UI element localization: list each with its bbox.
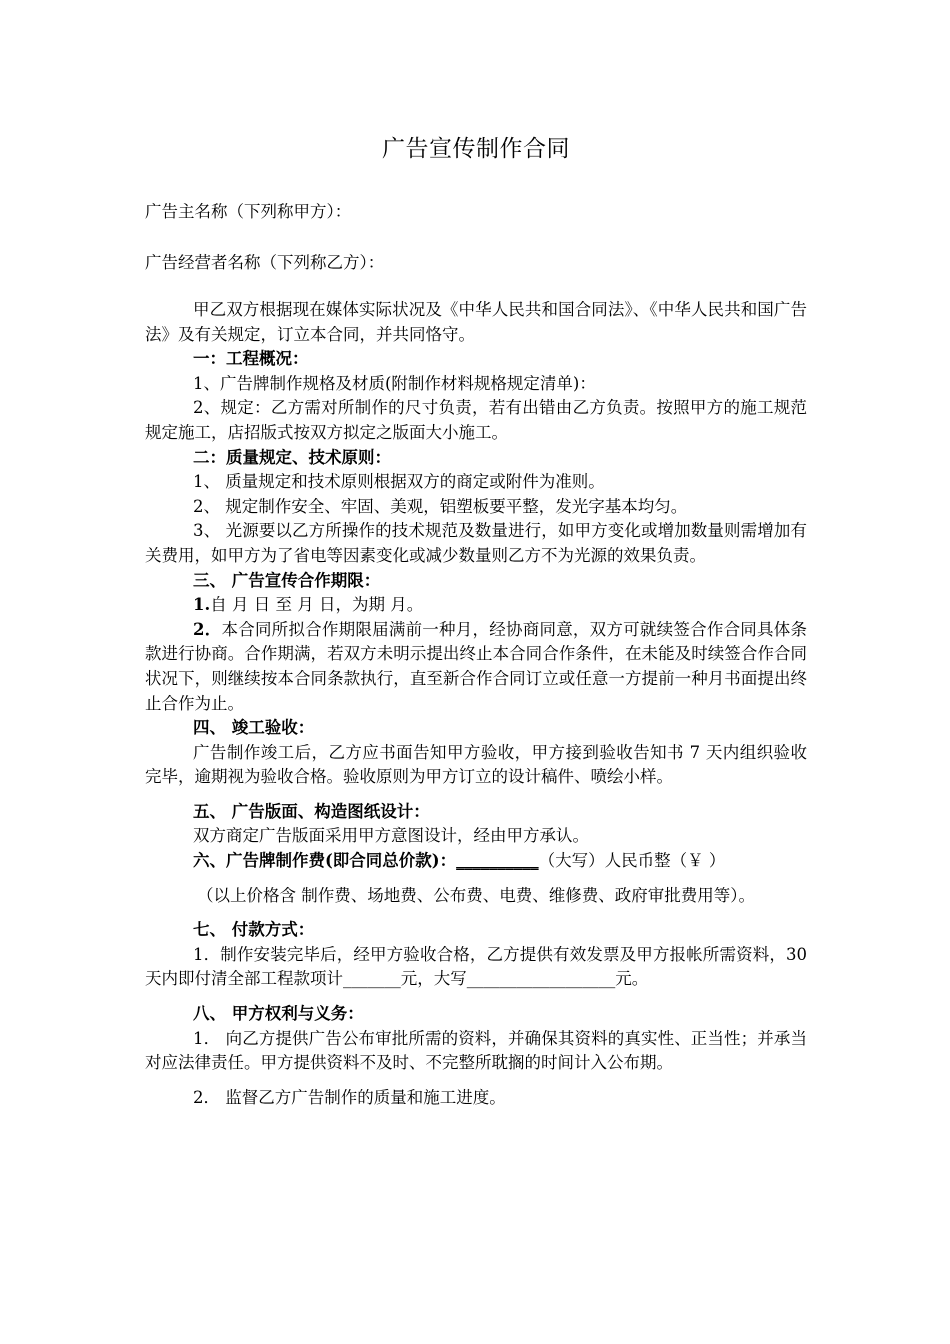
intro-paragraph: 甲乙双方根据现在媒体实际状况及《中华人民共和国合同法》、《中华人民共和国广告法》及有关规定，订立本合同，并共同恪守。: [145, 300, 807, 344]
section-6-line: [145, 849, 807, 874]
price-blank: __________: [456, 851, 539, 871]
party-b-line: 广告经营者名称（下列称乙方）：: [145, 253, 385, 272]
section-2-item-1: 1、 质量规定和技术原则根据双方的商定或附件为准则。: [193, 472, 605, 492]
section-7-text-c: 元。: [615, 969, 649, 989]
section-8-item-2: 2． 监督乙方广告制作的质量和施工进度。: [193, 1087, 506, 1107]
section-3-item-2-number: 2．: [193, 619, 222, 639]
spacer: [145, 874, 807, 884]
section-6-rest: （大写）人民币整（￥ ）: [538, 851, 726, 871]
section-3-item-2: [145, 618, 807, 716]
section-2-item-2: 2、 规定制作安全、牢固、美观，铝塑板要平整，发光字基本均匀。: [193, 496, 688, 516]
section-3-item-1-number: 1.: [193, 595, 211, 615]
amount-words-blank: __________________: [466, 969, 616, 989]
section-8-item-1: 1． 向乙方提供广告公布审批所需的资料，并确保其资料的真实性、正当性；并承当对应法律责任。甲方提供资料不及时、不完整所耽搁的时间计入公布期。: [145, 1028, 807, 1073]
section-3-heading: 三、 广告宣传合作期限：: [193, 570, 381, 590]
section-2-heading: 二：质量规定、技术原则：: [193, 447, 391, 467]
section-7-text-b: 元，大写: [400, 969, 467, 989]
section-1-item-2: 2、规定：乙方需对所制作的尺寸负责，若有出错由乙方负责。按照甲方的施工规范规定施工，店招版式按双方拟定之版面大小施工。: [145, 398, 807, 442]
section-4-heading: 四、 竣工验收：: [193, 718, 315, 738]
spacer: [145, 908, 807, 918]
section-6-note: （以上价格含 制作费、场地费、公布费、电费、维修费、政府审批费用等）。: [197, 885, 755, 905]
section-3-item-2-text: 本合同所拟合作期限届满前一种月，经协商同意，双方可就续签合作合同具体条款进行协商。合作期满，若双方未明示提出终止本合同合作条件，在未能及时续签合作合同状况下，则继续按本合同条款执行，直至新合作合同订立或任意一方提前一种月书面提出终止合作为止。: [145, 619, 808, 713]
spacer: [145, 1076, 807, 1086]
document-title: 广告宣传制作合同: [382, 136, 570, 162]
spacer: [145, 992, 807, 1002]
party-a-line: 广告主名称（下列称甲方）：: [145, 202, 352, 221]
section-1-heading: 一：工程概况：: [193, 349, 309, 369]
section-6-heading: 六、广告牌制作费(即合同总价款)：: [193, 851, 457, 871]
section-7-heading: 七、 付款方式：: [193, 920, 315, 940]
section-7-text: [145, 943, 807, 992]
section-5-heading: 五、 广告版面、构造图纸设计：: [193, 801, 430, 821]
section-1-item-1: 1、广告牌制作规格及材质(附制作材料规格规定清单)：: [193, 373, 596, 393]
section-7-text-a: 1．制作安装完毕后，经甲方验收合格，乙方提供有效发票及甲方报帐所需资料，30 天内即付清全部工程款项计: [145, 944, 807, 989]
spacer: [145, 790, 807, 800]
section-4-text: 广告制作竣工后，乙方应书面告知甲方验收，甲方接到验收告知书 7 天内组织验收完毕，逾期视为验收合格。验收原则为甲方订立的设计稿件、喷绘小样。: [145, 742, 807, 787]
contract-body: [145, 298, 807, 1110]
section-2-item-3: 3、 光源要以乙方所操作的技术规范及数量进行，如甲方变化或增加数量则需增加有关费用，如甲方为了省电等因素变化或减少数量则乙方不为光源的效果负责。: [145, 521, 807, 565]
amount-blank: _______: [343, 969, 401, 989]
section-3-item-1-text: 自 月 日 至 月 日，为期 月。: [210, 595, 424, 615]
section-5-text: 双方商定广告版面采用甲方意图设计，经由甲方承认。: [193, 826, 589, 846]
section-3-item-1: [145, 593, 807, 618]
section-8-heading: 八、 甲方权利与义务：: [193, 1004, 364, 1024]
